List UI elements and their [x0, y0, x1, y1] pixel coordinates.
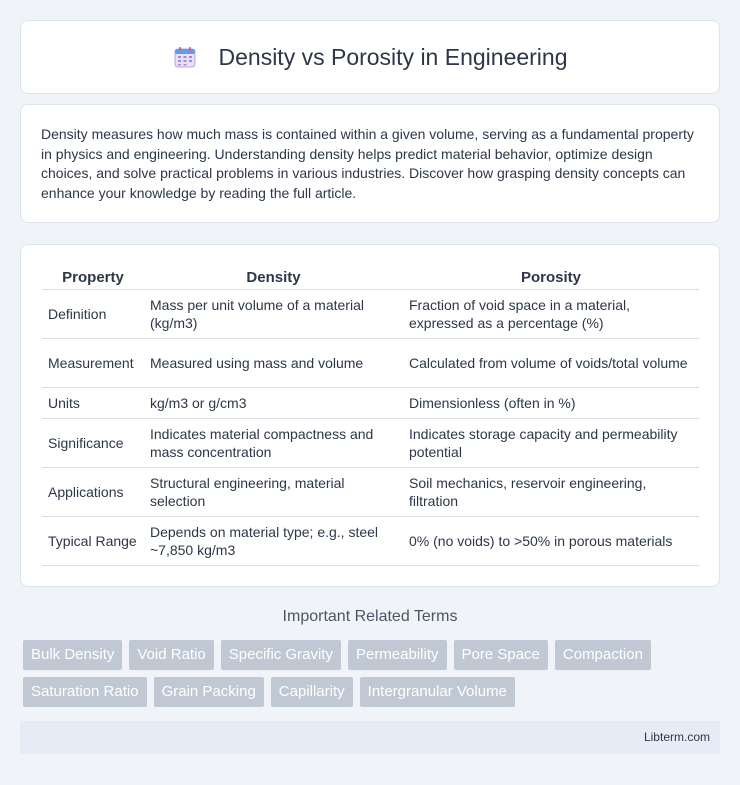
table-row — [42, 388, 699, 419]
related-terms-title: Important Related Terms — [282, 608, 458, 625]
footer-link[interactable]: Libterm.com — [643, 730, 710, 744]
table-cell: Dimensionless (often in %) — [403, 388, 699, 419]
term-tag[interactable]: Grain Packing — [154, 677, 264, 707]
term-tag[interactable]: Intergranular Volume — [360, 677, 515, 707]
table-cell: Soil mechanics, reservoir engineering, filtration — [403, 468, 699, 517]
related-terms-list — [23, 640, 723, 714]
table-row — [42, 290, 699, 339]
table-cell: Fraction of void space in a material, expressed as a percentage (%) — [403, 290, 699, 339]
table-cell: Depends on material type; e.g., steel ~7,850 kg/m3 — [144, 517, 403, 566]
table-cell: 0% (no voids) to >50% in porous materials — [403, 517, 699, 566]
table-cell: Definition — [42, 290, 144, 339]
table-cell: Measured using mass and volume — [144, 339, 403, 388]
table-cell: Indicates storage capacity and permeability potential — [403, 419, 699, 468]
term-tag[interactable]: Permeability — [348, 640, 447, 670]
column-header: Porosity — [403, 265, 699, 290]
table-cell: kg/m3 or g/cm3 — [144, 388, 403, 419]
comparison-table — [42, 265, 699, 566]
table-header-row — [42, 265, 699, 290]
term-tag[interactable]: Compaction — [555, 640, 651, 670]
table-cell: Calculated from volume of voids/total volume — [403, 339, 699, 388]
term-tag[interactable]: Pore Space — [454, 640, 548, 670]
table-cell: Typical Range — [42, 517, 144, 566]
table-cell: Measurement — [42, 339, 144, 388]
table-row — [42, 339, 699, 388]
comparison-table-card — [20, 244, 720, 587]
column-header: Density — [144, 265, 403, 290]
table-cell: Significance — [42, 419, 144, 468]
table-row — [42, 419, 699, 468]
table-cell: Units — [42, 388, 144, 419]
term-tag[interactable]: Void Ratio — [129, 640, 213, 670]
table-cell: Mass per unit volume of a material (kg/m3) — [144, 290, 403, 339]
table-cell: Structural engineering, material selection — [144, 468, 403, 517]
header — [173, 44, 568, 71]
term-tag[interactable]: Saturation Ratio — [23, 677, 147, 707]
table-row — [42, 468, 699, 517]
table-row — [42, 517, 699, 566]
table-cell: Indicates material compactness and mass concentration — [144, 419, 403, 468]
calendar-icon — [173, 45, 197, 69]
column-header: Property — [42, 265, 144, 290]
header-card — [20, 20, 720, 94]
intro-card — [20, 104, 720, 223]
footer — [20, 721, 720, 754]
page-title: Density vs Porosity in Engineering — [218, 43, 568, 70]
term-tag[interactable]: Capillarity — [271, 677, 353, 707]
intro-text: Density measures how much mass is contained within a given volume, serving as a fundamental property in physics and engineering. Understanding density helps predict material behavior, optimize design choices, and solve practical problems in various industries. Discover how grasping density concepts can enhance your knowledge by reading the full article. — [41, 126, 694, 201]
table-cell: Applications — [42, 468, 144, 517]
term-tag[interactable]: Bulk Density — [23, 640, 122, 670]
term-tag[interactable]: Specific Gravity — [221, 640, 341, 670]
